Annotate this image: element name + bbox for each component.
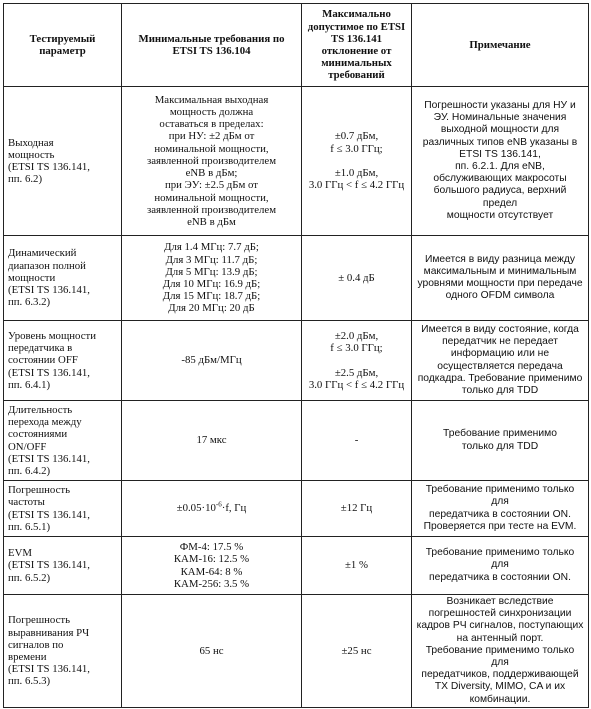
param-line: (ETSI TS 136.141, bbox=[8, 284, 90, 297]
param-line: (ETSI TS 136.141, bbox=[8, 161, 90, 173]
min-req-cell: 65 нс bbox=[122, 595, 302, 708]
min-req-line: КАМ-64: 8 % bbox=[180, 565, 243, 578]
note-line: ЭУ. Номинальные значения bbox=[433, 112, 567, 124]
note-line: уровнями мощности при передаче bbox=[417, 278, 583, 289]
min-req-line: eNB в дБм; bbox=[185, 167, 238, 180]
param-cell bbox=[4, 321, 122, 401]
note-line: TX Diversity, MIMO, CA и их bbox=[434, 681, 566, 693]
param-line: Выходная bbox=[8, 136, 54, 149]
note-line: информацию или не bbox=[450, 348, 550, 360]
max-dev-cell: ±12 Гц bbox=[302, 481, 412, 537]
param-line: Погрешность bbox=[8, 614, 71, 627]
note-line: Имеется в виду разница между bbox=[424, 253, 576, 265]
note-line: передатчика в состоянии ON. bbox=[429, 571, 571, 583]
note-line: обслуживающих макросоты bbox=[433, 173, 567, 185]
min-req-line: мощность должна bbox=[169, 106, 254, 119]
param-line: выравнивания РЧ bbox=[8, 626, 90, 639]
max-dev-line: ±1.0 дБм, bbox=[334, 167, 379, 180]
note-line: на антенный порт. bbox=[456, 632, 544, 644]
header-parameter: Тестируемый параметр bbox=[4, 4, 122, 87]
min-req-line: КАМ-256: 3.5 % bbox=[173, 577, 250, 590]
param-line: мощности bbox=[8, 271, 56, 284]
note-cell bbox=[412, 87, 589, 236]
param-line: пп. 6.3.2) bbox=[8, 296, 51, 309]
min-req-cell bbox=[122, 537, 302, 595]
header-min-requirements: Минимальные требования по ETSI TS 136.104 bbox=[122, 4, 302, 87]
param-line: пп. 6.4.2) bbox=[8, 464, 51, 477]
note-cell bbox=[412, 595, 589, 708]
max-dev-line: 3.0 ГГц < f ≤ 4.2 ГГц bbox=[308, 378, 405, 391]
header-note: Примечание bbox=[412, 4, 589, 87]
min-req-line: при НУ: ±2 дБм от bbox=[168, 130, 255, 143]
param-line: времени bbox=[8, 650, 47, 663]
min-req-line: номинальной мощности, bbox=[154, 191, 269, 204]
note-line: Возникает вследствие bbox=[446, 596, 554, 607]
max-dev-cell: ±1 % bbox=[302, 537, 412, 595]
note-line: большого радиуса, верхний предел bbox=[433, 185, 567, 209]
max-dev-cell bbox=[302, 87, 412, 236]
note-cell bbox=[412, 537, 589, 595]
param-line: частоты bbox=[8, 496, 45, 509]
param-line: пп. 6.4.1) bbox=[8, 378, 51, 391]
param-line: пп. 6.5.2) bbox=[8, 571, 51, 584]
note-line: передатчик не передает bbox=[442, 336, 558, 348]
min-req-line: заявленной производителем bbox=[146, 203, 277, 216]
param-line: сигналов по bbox=[8, 638, 64, 651]
note-line: мощности отсутствует bbox=[446, 209, 554, 221]
note-line: Проверяется при тесте на EVM. bbox=[423, 520, 577, 532]
min-req-line: оставаться в пределах: bbox=[159, 118, 264, 131]
table-header-row bbox=[4, 4, 589, 87]
min-req-suffix: ·f, Гц bbox=[221, 502, 247, 515]
note-line: комбинации. bbox=[469, 693, 531, 705]
min-req-line: Для 10 МГц: 16.9 дБ; bbox=[162, 278, 261, 290]
min-req-line: при ЭУ: ±2.5 дБм от bbox=[164, 179, 259, 192]
param-line: Погрешность bbox=[8, 484, 71, 497]
table-row-time-alignment bbox=[4, 595, 589, 708]
note-line: подкадра. Требование применимо bbox=[417, 372, 583, 384]
note-line: только для TDD bbox=[461, 440, 539, 452]
param-line: пп. 6.5.3) bbox=[8, 675, 51, 688]
note-line: Требование применимо bbox=[443, 428, 557, 440]
table-row-frequency-error bbox=[4, 481, 589, 537]
param-line: состоянии OFF bbox=[8, 354, 78, 367]
note-line: пп. 6.2.1. Для eNB, bbox=[455, 161, 545, 172]
min-req-line: Для 1.4 МГц: 7.7 дБ; bbox=[164, 241, 259, 254]
min-req-cell bbox=[122, 481, 302, 537]
note-line: Погрешности указаны для НУ и bbox=[424, 99, 576, 111]
min-req-line: Для 5 МГц: 13.9 дБ; bbox=[165, 265, 258, 278]
note-line: только для TDD bbox=[461, 384, 539, 396]
note-line: Требование применимо только для bbox=[425, 484, 575, 508]
note-line: ETSI TS 136.141, bbox=[459, 148, 541, 160]
min-req-line: КАМ-16: 12.5 % bbox=[173, 553, 250, 566]
note-line: передатчиков, поддерживающей bbox=[421, 669, 579, 681]
min-req-line: заявленной производителем bbox=[146, 154, 277, 167]
param-cell bbox=[4, 236, 122, 321]
note-cell bbox=[412, 481, 589, 537]
param-line: (ETSI TS 136.141, bbox=[8, 452, 90, 465]
max-dev-cell: ±25 нс bbox=[302, 595, 412, 708]
param-line: состояниями bbox=[8, 428, 68, 441]
param-cell bbox=[4, 401, 122, 481]
param-cell bbox=[4, 481, 122, 537]
max-dev-line: ±0.7 дБм, bbox=[334, 130, 379, 143]
min-req-line: Для 20 МГц: 20 дБ bbox=[168, 302, 255, 315]
note-line: Требование применимо только для bbox=[425, 644, 575, 669]
min-req-line: eNB в дБм bbox=[187, 215, 236, 228]
param-line: перехода между bbox=[8, 416, 82, 429]
param-line: (ETSI TS 136.141, bbox=[8, 366, 90, 379]
param-line: (ETSI TS 136.141, bbox=[8, 663, 90, 676]
param-line: пп. 6.2) bbox=[8, 173, 43, 186]
note-line: кадров РЧ сигналов, поступающих bbox=[416, 620, 584, 632]
param-line: Уровень мощности bbox=[8, 329, 96, 342]
note-line: выходной мощности для bbox=[440, 124, 560, 136]
param-line: (ETSI TS 136.141, bbox=[8, 508, 90, 521]
note-line: различных типов eNB указаны в bbox=[422, 136, 578, 148]
min-req-cell bbox=[122, 236, 302, 321]
min-req-prefix: ±0.05·10 bbox=[176, 502, 216, 515]
table-row-output-power bbox=[4, 87, 589, 236]
min-req-line: Для 15 МГц: 18.7 дБ; bbox=[162, 290, 261, 303]
note-cell bbox=[412, 321, 589, 401]
max-dev-spacer bbox=[306, 155, 407, 167]
param-line: пп. 6.5.1) bbox=[8, 520, 51, 533]
header-max-deviation: Максимально допустимое по ETSI TS 136.141 отклонение от минимальных требований bbox=[302, 4, 412, 87]
min-req-line: Максимальная выходная bbox=[154, 93, 269, 106]
min-req-cell: -85 дБм/МГц bbox=[122, 321, 302, 401]
param-cell bbox=[4, 537, 122, 595]
note-line: погрешностей синхронизации bbox=[428, 608, 572, 620]
max-dev-spacer bbox=[306, 354, 407, 366]
param-line: Динамический bbox=[8, 247, 77, 260]
requirements-table bbox=[3, 3, 589, 708]
param-cell bbox=[4, 87, 122, 236]
max-dev-cell: ± 0.4 дБ bbox=[302, 236, 412, 321]
note-cell bbox=[412, 236, 589, 321]
min-req-cell bbox=[122, 87, 302, 236]
table-row-transition-time bbox=[4, 401, 589, 481]
note-line: осуществляется передача bbox=[437, 360, 563, 372]
note-line: Требование применимо только для bbox=[425, 547, 575, 571]
max-dev-line: f ≤ 3.0 ГГц; bbox=[330, 342, 383, 355]
min-req-line: ФМ-4: 17.5 % bbox=[179, 541, 244, 554]
table-row-dynamic-range bbox=[4, 236, 589, 321]
param-cell bbox=[4, 595, 122, 708]
max-dev-line: ±2.0 дБм, bbox=[334, 329, 379, 342]
param-line: мощность bbox=[8, 148, 55, 161]
param-line: EVM bbox=[8, 547, 32, 560]
note-line: одного OFDM символа bbox=[445, 290, 555, 302]
note-line: Имеется в виду состояние, когда bbox=[421, 323, 579, 335]
note-line: максимальным и минимальным bbox=[423, 265, 577, 277]
param-line: ON/OFF bbox=[8, 440, 47, 453]
param-line: Длительность bbox=[8, 403, 73, 416]
min-req-line: номинальной мощности, bbox=[154, 142, 269, 155]
min-req-cell: 17 мкс bbox=[122, 401, 302, 481]
max-dev-line: f ≤ 3.0 ГГц; bbox=[330, 142, 383, 155]
max-dev-cell: - bbox=[302, 401, 412, 481]
max-dev-cell bbox=[302, 321, 412, 401]
table-row-off-power bbox=[4, 321, 589, 401]
note-line: передатчика в состоянии ON. bbox=[429, 508, 571, 520]
min-req-line: Для 3 МГц: 11.7 дБ; bbox=[165, 253, 258, 266]
param-line: диапазон полной bbox=[8, 259, 86, 272]
max-dev-line: 3.0 ГГц < f ≤ 4.2 ГГц bbox=[308, 179, 405, 192]
param-line: (ETSI TS 136.141, bbox=[8, 559, 90, 572]
param-line: передатчика в bbox=[8, 342, 73, 355]
max-dev-line: ±2.5 дБм, bbox=[334, 366, 379, 379]
min-req-exponent: -6 bbox=[215, 500, 222, 509]
note-cell bbox=[412, 401, 589, 481]
table-row-evm bbox=[4, 537, 589, 595]
